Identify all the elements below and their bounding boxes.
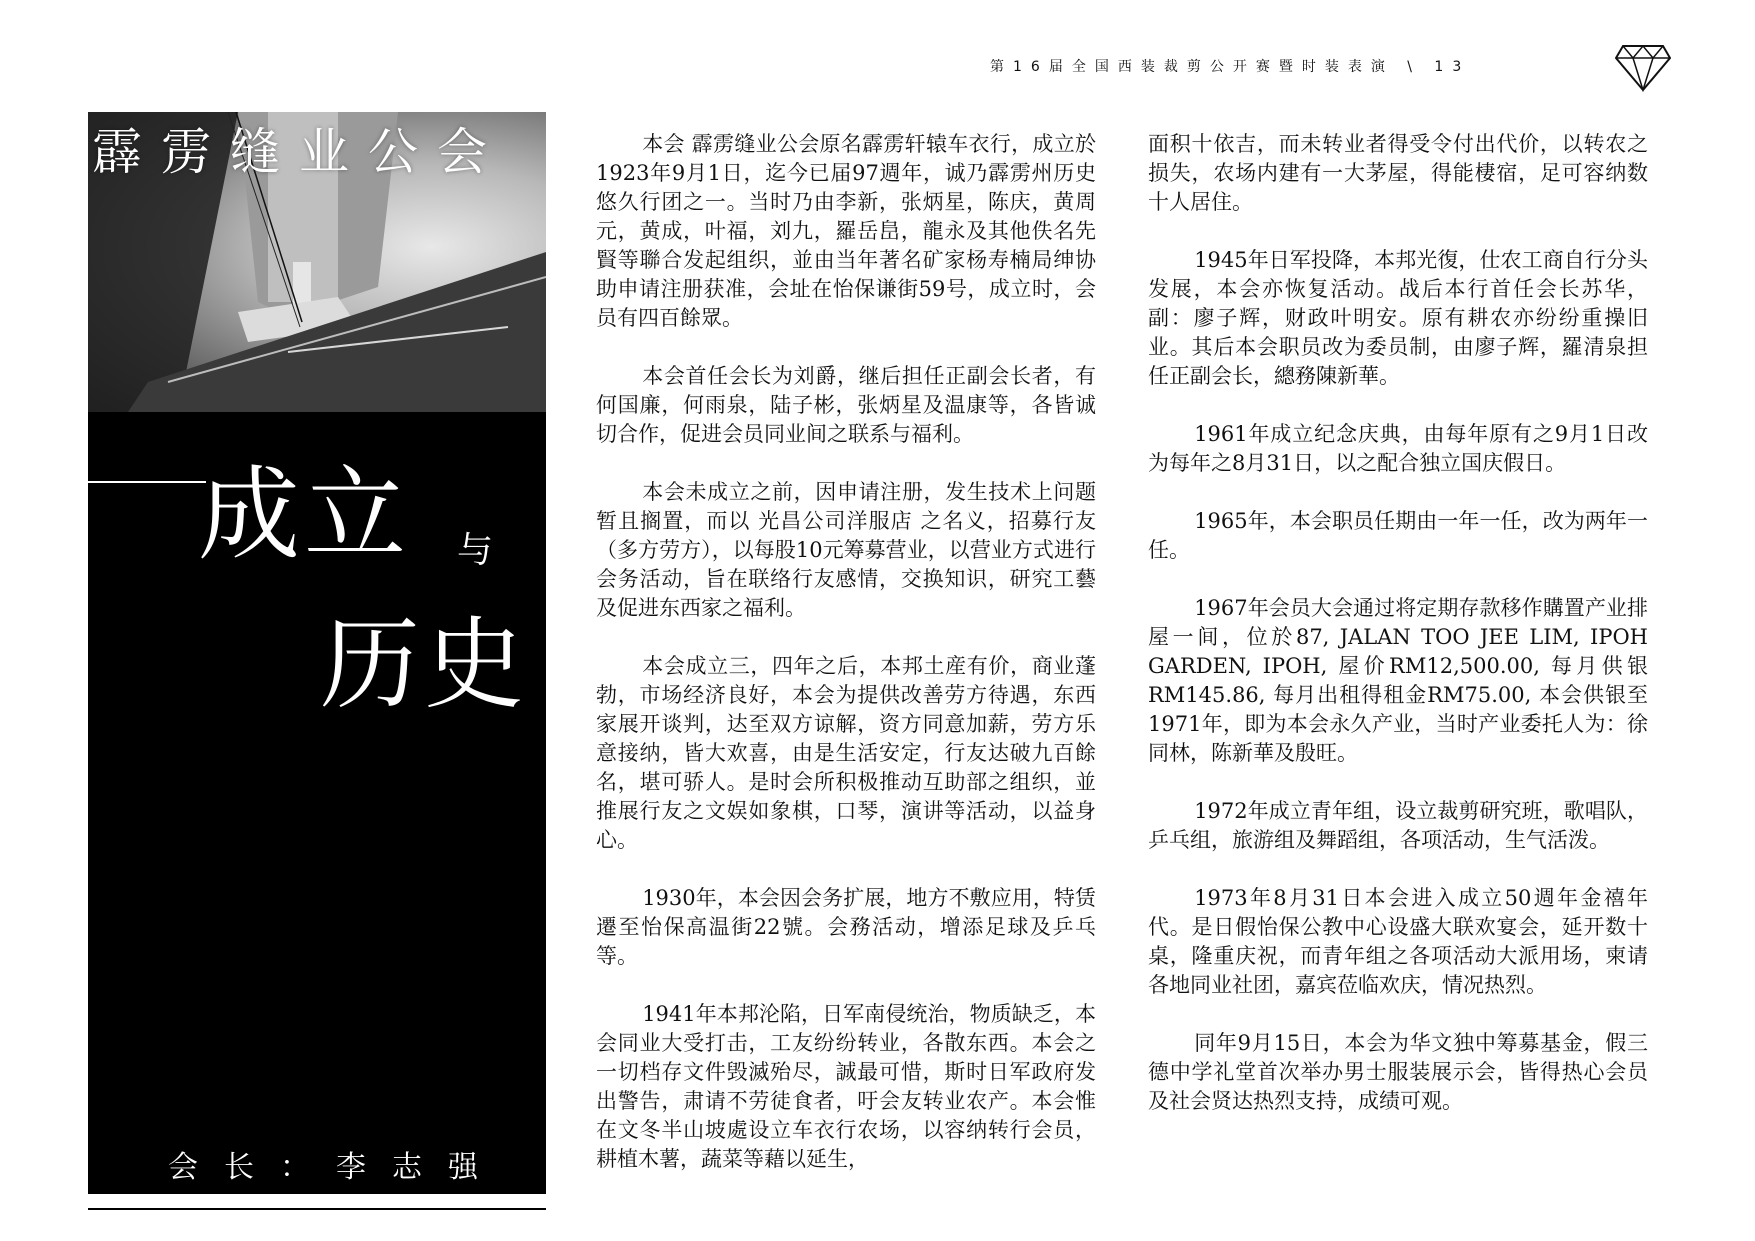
article-column-1 [596,130,1096,1203]
title-accent-line [88,481,206,483]
paragraph: 1941年本邦沦陷，日军南侵统治，物质缺乏，本会同业大受打击，工友纷纷转业，各散东西。本会之一切档存文件毁滅殆尽，誠最可惜，斯时日军政府发出警告，肃请不劳徒食者，吁会友转业农产。本会惟在文冬半山坡處设立车衣行农场，以容纳转行会员，耕植木薯，蔬菜等藉以延生， [596,1002,1096,1171]
running-header: 第16届全国西装裁剪公开赛暨时装表演 \ 13 [990,59,1471,75]
paragraph: 1945年日军投降，本邦光復，仕农工商自行分头发展，本会亦恢复活动。战后本行首任会长苏华，副：廖子辉，财政叶明安。原有耕农亦纷纷重操旧业。其后本会职员改为委员制，由廖子辉，羅清泉担任正副会长，總務陳新華。 [1148,248,1648,388]
paragraph: 本会 霹雳缝业公会原名霹雳轩辕车衣行，成立於1923年9月1日，迄今已届97週年，诚乃霹雳州历史悠久行团之一。当时乃由李新，张炳星，陈庆，黄周元，黄成，叶福，刘九，羅岳峊，龍永及其他佚名先賢等聯合发起组织，並由当年著名矿家杨寿楠局绅协助申请注册获准，会址在怡保谦街59号，成立时，会员有四百餘眾。 [596,132,1096,330]
diamond-logo-icon [1615,44,1671,92]
paragraph: 本会首任会长为刘爵，继后担任正副会长者，有何国廉，何雨泉，陆子彬，张炳星及温康等，各皆诚切合作，促进会员同业间之联系与福利。 [596,364,1096,446]
title-part-1: 成立 [198,456,410,575]
title-part-2: 历史 [320,606,528,723]
bottom-rule [88,1208,546,1210]
paragraph: 1973年8月31日本会进入成立50週年金禧年代。是日假怡保公教中心设盛大联欢宴会，延开数十桌，隆重庆祝，而青年组之各项活动大派用场，柬请各地同业社团，嘉宾莅临欢庆，情况热烈。 [1148,886,1648,997]
paragraph: 1930年，本会因会务扩展，地方不敷应用，特赁遷至怡保高温街22號。会務活动，增添足球及乒乓等。 [596,886,1096,968]
president-byline: 会长：李志强 [168,1150,504,1185]
article-column-2 [1148,130,1648,1145]
paragraph: 1961年成立纪念庆典，由每年原有之9月1日改为每年之8月31日，以之配合独立国庆假日。 [1148,422,1648,475]
paragraph: 1967年会员大会通过将定期存款移作購置产业排屋一间，位於87, JALAN TOO JEE LIM, IPOH GARDEN, IPOH, 屋价RM12,500.00, 每月供银RM145.86, 每月出租得租金RM75.00, 本会供银至1971年，即为本会永久产业，当时产业委托人为：徐同林，陈新華及殷旺。 [1148,596,1648,765]
paragraph: 面积十依吉，而未转业者得受令付出代价，以转农之损失，农场内建有一大茅屋，得能棲宿，足可容纳数十人居住。 [1148,132,1648,214]
paragraph: 1972年成立青年组，设立裁剪研究班，歌唱队，乒乓组，旅游组及舞蹈组，各项活动，生气活泼。 [1148,799,1648,852]
paragraph: 同年9月15日，本会为华文独中筹募基金，假三德中学礼堂首次举办男士服装展示会，皆得热心会员及社会贤达热烈支持，成绩可观。 [1148,1031,1648,1113]
paragraph: 本会成立三，四年之后，本邦土産有价，商业蓬勃，市场经济良好，本会为提供改善劳方待遇，东西家展开谈判，达至双方谅解，资方同意加薪，劳方乐意接纳，皆大欢喜，由是生活安定，行友达破九百餘名，堪可骄人。是时会所积极推动互助部之组织，並推展行友之文娱如象棋，口琴，演讲等活动，以益身心。 [596,654,1096,852]
paragraph: 本会未成立之前，因申请注册，发生技术上问题暂且搁置，而以 光昌公司洋服店 之名义，招募行友（多方劳方），以每股10元筹募营业，以营业方式进行会务活动，旨在联络行友感情，交换知识，研究工藝及促进东西家之福利。 [596,480,1096,620]
paragraph: 1965年，本会职员任期由一年一任，改为两年一任。 [1148,509,1648,562]
title-conjunction: 与 [457,530,494,571]
association-name: 霹雳缝业公会 [92,123,506,181]
sewing-machine-photo [88,112,546,412]
